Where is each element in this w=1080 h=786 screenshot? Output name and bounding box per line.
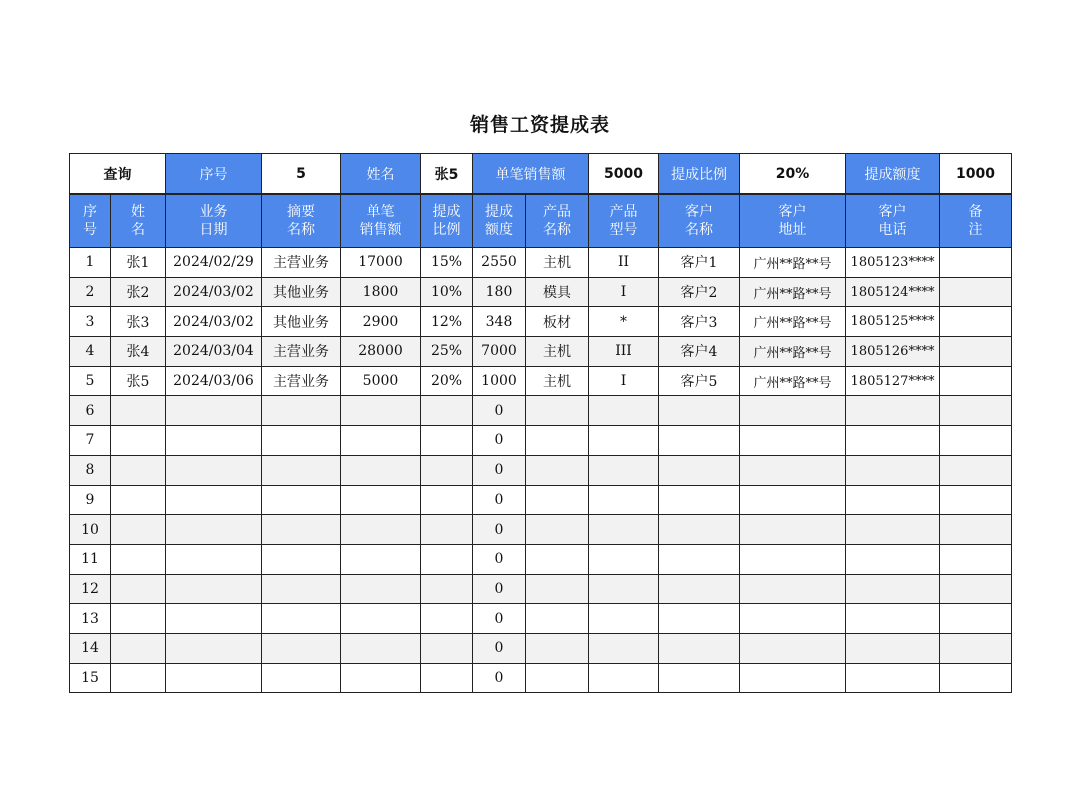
table-cell[interactable]: 1805123**** (846, 248, 940, 278)
table-cell[interactable] (111, 633, 166, 663)
table-cell[interactable]: 12 (70, 574, 111, 604)
table-row (70, 455, 1012, 485)
table-cell[interactable] (940, 485, 1012, 515)
table-cell[interactable] (166, 396, 262, 426)
table-cell[interactable]: 0 (473, 633, 526, 663)
table-row (70, 515, 1012, 545)
table-cell[interactable] (166, 604, 262, 634)
column-header-line: 销售额 (359, 222, 402, 238)
table-cell[interactable] (740, 633, 846, 663)
column-header (940, 194, 1012, 248)
table-cell[interactable] (262, 663, 341, 693)
table-row (70, 663, 1012, 693)
table-cell[interactable] (940, 633, 1012, 663)
table-cell[interactable]: * (589, 307, 659, 337)
table-cell[interactable] (166, 663, 262, 693)
table-cell[interactable]: 180 (473, 277, 526, 307)
column-header-line: 名 (131, 222, 145, 238)
table-row (70, 277, 1012, 307)
table-cell[interactable]: 14 (70, 633, 111, 663)
table-row (70, 307, 1012, 337)
table-cell[interactable] (846, 604, 940, 634)
table-cell[interactable] (846, 426, 940, 456)
table-cell[interactable]: 15 (70, 663, 111, 693)
table-cell[interactable] (421, 663, 473, 693)
table-cell[interactable] (111, 663, 166, 693)
table-cell[interactable]: 0 (473, 663, 526, 693)
table-cell[interactable] (740, 604, 846, 634)
table-cell[interactable]: 张2 (111, 277, 166, 307)
table-cell[interactable] (589, 485, 659, 515)
column-header (526, 194, 589, 248)
table-cell[interactable] (341, 426, 421, 456)
table-cell[interactable]: 张4 (111, 337, 166, 367)
table-cell[interactable] (111, 396, 166, 426)
table-cell[interactable]: 5 (70, 366, 111, 396)
table-cell[interactable] (659, 663, 740, 693)
table-cell[interactable] (940, 307, 1012, 337)
table-cell[interactable] (846, 455, 940, 485)
table-cell[interactable] (166, 455, 262, 485)
table-cell[interactable]: 7 (70, 426, 111, 456)
table-cell[interactable]: 1000 (473, 366, 526, 396)
table-cell[interactable]: 板材 (526, 307, 589, 337)
table-cell[interactable]: 0 (473, 574, 526, 604)
column-header-line: 客户 (778, 204, 807, 220)
table-cell[interactable]: I (589, 277, 659, 307)
table-cell[interactable] (940, 663, 1012, 693)
table-cell[interactable]: 2024/03/04 (166, 337, 262, 367)
sales-commission-table (69, 153, 1012, 693)
table-cell[interactable]: 主营业务 (262, 248, 341, 278)
table-cell[interactable]: 主营业务 (262, 337, 341, 367)
query-name-value[interactable]: 张5 (421, 154, 473, 195)
table-cell[interactable] (341, 455, 421, 485)
table-cell[interactable] (341, 396, 421, 426)
table-cell[interactable] (589, 663, 659, 693)
column-header-line: 单笔 (366, 204, 395, 220)
table-cell[interactable]: 0 (473, 485, 526, 515)
query-sale-label: 单笔销售额 (473, 154, 589, 195)
query-seq-value[interactable]: 5 (262, 154, 341, 195)
table-cell[interactable] (526, 485, 589, 515)
table-cell[interactable] (526, 544, 589, 574)
column-header-line: 地址 (778, 222, 807, 238)
table-cell[interactable] (940, 366, 1012, 396)
column-header-line: 客户 (685, 204, 713, 220)
table-cell[interactable] (940, 574, 1012, 604)
table-cell[interactable] (659, 633, 740, 663)
table-cell[interactable]: 主机 (526, 337, 589, 367)
table-cell[interactable]: 6 (70, 396, 111, 426)
table-cell[interactable]: 348 (473, 307, 526, 337)
table-cell[interactable]: 10 (70, 515, 111, 545)
table-cell[interactable]: 2024/03/02 (166, 277, 262, 307)
column-header (846, 194, 940, 248)
query-seq-label: 序号 (166, 154, 262, 195)
table-cell[interactable]: 8 (70, 455, 111, 485)
table-cell[interactable]: 0 (473, 426, 526, 456)
table-cell[interactable]: 客户2 (659, 277, 740, 307)
table-cell[interactable] (589, 633, 659, 663)
column-header-line: 型号 (609, 222, 638, 238)
table-cell[interactable] (262, 633, 341, 663)
column-header-line: 产品 (609, 204, 638, 220)
table-cell[interactable]: 1805124**** (846, 277, 940, 307)
table-cell[interactable] (341, 574, 421, 604)
table-cell[interactable] (262, 455, 341, 485)
table-cell[interactable] (166, 485, 262, 515)
table-row (70, 337, 1012, 367)
table-cell[interactable] (526, 426, 589, 456)
table-cell[interactable] (111, 604, 166, 634)
table-cell[interactable] (940, 455, 1012, 485)
table-cell[interactable] (659, 396, 740, 426)
column-header (589, 194, 659, 248)
column-header-line: 号 (83, 222, 97, 238)
column-header-line: 名称 (287, 222, 315, 238)
column-header-line: 产品 (543, 204, 571, 220)
table-cell[interactable] (421, 604, 473, 634)
table-cell[interactable] (111, 455, 166, 485)
column-header (659, 194, 740, 248)
table-cell[interactable] (940, 544, 1012, 574)
table-row (70, 574, 1012, 604)
table-cell[interactable] (341, 485, 421, 515)
table-cell[interactable]: 13 (70, 604, 111, 634)
table-cell[interactable] (846, 485, 940, 515)
column-header (473, 194, 526, 248)
column-header-row (70, 194, 1012, 248)
table-cell[interactable] (940, 396, 1012, 426)
table-cell[interactable] (262, 396, 341, 426)
table-cell[interactable] (526, 633, 589, 663)
table-cell[interactable]: 客户1 (659, 248, 740, 278)
column-header-line: 备 (968, 204, 983, 220)
table-cell[interactable] (740, 574, 846, 604)
table-cell[interactable]: 0 (473, 396, 526, 426)
table-cell[interactable]: 5000 (341, 366, 421, 396)
table-cell[interactable] (526, 663, 589, 693)
table-cell[interactable]: 0 (473, 544, 526, 574)
table-cell[interactable] (589, 604, 659, 634)
column-header-line: 额度 (485, 222, 513, 238)
table-cell[interactable]: 模具 (526, 277, 589, 307)
table-cell[interactable] (740, 515, 846, 545)
table-cell[interactable]: 0 (473, 604, 526, 634)
table-cell[interactable]: 广州**路**号 (740, 307, 846, 337)
table-cell[interactable]: 主营业务 (262, 366, 341, 396)
table-cell[interactable] (589, 515, 659, 545)
table-cell[interactable]: 17000 (341, 248, 421, 278)
table-cell[interactable] (262, 604, 341, 634)
table-cell[interactable] (341, 633, 421, 663)
table-cell[interactable] (166, 426, 262, 456)
table-cell[interactable] (846, 515, 940, 545)
table-cell[interactable]: 其他业务 (262, 277, 341, 307)
table-cell[interactable]: 广州**路**号 (740, 277, 846, 307)
table-cell[interactable]: 0 (473, 455, 526, 485)
table-cell[interactable] (166, 574, 262, 604)
table-cell[interactable] (659, 604, 740, 634)
table-cell[interactable] (262, 574, 341, 604)
table-cell[interactable] (740, 455, 846, 485)
table-cell[interactable]: II (589, 248, 659, 278)
column-header-line: 日期 (199, 222, 228, 238)
table-cell[interactable] (341, 663, 421, 693)
table-cell[interactable] (341, 604, 421, 634)
table-cell[interactable]: 客户3 (659, 307, 740, 337)
column-header (421, 194, 473, 248)
table-cell[interactable] (421, 544, 473, 574)
table-cell[interactable]: 25% (421, 337, 473, 367)
query-row (70, 154, 1012, 195)
table-cell[interactable] (262, 515, 341, 545)
table-cell[interactable] (166, 633, 262, 663)
table-row (70, 396, 1012, 426)
column-header-line: 提成 (432, 204, 461, 220)
table-cell[interactable]: 28000 (341, 337, 421, 367)
table-cell[interactable] (526, 455, 589, 485)
table-cell[interactable] (940, 277, 1012, 307)
table-cell[interactable] (846, 396, 940, 426)
table-cell[interactable]: 客户4 (659, 337, 740, 367)
column-header-line: 比例 (432, 222, 461, 238)
table-cell[interactable] (166, 515, 262, 545)
table-cell[interactable]: 张1 (111, 248, 166, 278)
table-cell[interactable] (940, 337, 1012, 367)
table-cell[interactable] (526, 396, 589, 426)
table-cell[interactable] (740, 663, 846, 693)
table-cell[interactable]: 客户5 (659, 366, 740, 396)
table-cell[interactable] (740, 396, 846, 426)
table-cell[interactable]: 0 (473, 515, 526, 545)
table-cell[interactable] (940, 515, 1012, 545)
table-cell[interactable] (111, 544, 166, 574)
column-header (166, 194, 262, 248)
table-cell[interactable]: 张3 (111, 307, 166, 337)
table-cell[interactable] (589, 455, 659, 485)
query-name-label: 姓名 (341, 154, 421, 195)
table-row (70, 426, 1012, 456)
table-cell[interactable]: 2550 (473, 248, 526, 278)
table-cell[interactable]: 10% (421, 277, 473, 307)
table-cell[interactable] (111, 485, 166, 515)
table-cell[interactable] (659, 426, 740, 456)
column-header-line: 业务 (199, 204, 228, 220)
table-cell[interactable] (659, 455, 740, 485)
table-cell[interactable]: 广州**路**号 (740, 337, 846, 367)
column-header-line: 摘要 (287, 204, 315, 220)
table-cell[interactable]: 2024/03/02 (166, 307, 262, 337)
table-cell[interactable] (940, 426, 1012, 456)
table-cell[interactable]: 7000 (473, 337, 526, 367)
table-cell[interactable]: 广州**路**号 (740, 366, 846, 396)
table-cell[interactable]: 1805125**** (846, 307, 940, 337)
table-row (70, 544, 1012, 574)
table-cell[interactable] (262, 485, 341, 515)
table-cell[interactable] (589, 574, 659, 604)
table-row (70, 604, 1012, 634)
table-cell[interactable] (740, 426, 846, 456)
table-cell[interactable]: 12% (421, 307, 473, 337)
query-rate-label: 提成比例 (659, 154, 740, 195)
column-header-line: 客户 (878, 204, 907, 220)
table-cell[interactable] (341, 515, 421, 545)
table-cell[interactable]: 9 (70, 485, 111, 515)
table-cell[interactable] (262, 544, 341, 574)
table-cell[interactable]: 其他业务 (262, 307, 341, 337)
table-row (70, 633, 1012, 663)
column-header-line: 名称 (543, 222, 571, 238)
table-cell[interactable] (659, 485, 740, 515)
column-header (111, 194, 166, 248)
table-cell[interactable]: 3 (70, 307, 111, 337)
table-cell[interactable]: 4 (70, 337, 111, 367)
table-cell[interactable] (940, 604, 1012, 634)
table-cell[interactable]: 1800 (341, 277, 421, 307)
table-cell[interactable] (421, 574, 473, 604)
column-header-line: 名称 (685, 222, 713, 238)
table-cell[interactable]: 11 (70, 544, 111, 574)
table-cell[interactable] (526, 574, 589, 604)
table-cell[interactable]: 广州**路**号 (740, 248, 846, 278)
table-row (70, 248, 1012, 278)
table-cell[interactable]: 主机 (526, 366, 589, 396)
column-header (341, 194, 421, 248)
table-cell[interactable] (341, 544, 421, 574)
table-cell[interactable] (421, 633, 473, 663)
table-cell[interactable]: 2024/02/29 (166, 248, 262, 278)
table-cell[interactable]: 20% (421, 366, 473, 396)
table-cell[interactable]: 2 (70, 277, 111, 307)
table-cell[interactable]: 1805127**** (846, 366, 940, 396)
table-cell[interactable]: 张5 (111, 366, 166, 396)
query-sale-value[interactable]: 5000 (589, 154, 659, 195)
sheet-title: 销售工资提成表 (469, 114, 610, 136)
query-rate-value[interactable]: 20% (740, 154, 846, 195)
table-cell[interactable] (421, 485, 473, 515)
table-cell[interactable] (589, 544, 659, 574)
table-cell[interactable]: 主机 (526, 248, 589, 278)
query-amount-value[interactable]: 1000 (940, 154, 1012, 195)
table-cell[interactable]: 1805126**** (846, 337, 940, 367)
table-cell[interactable] (111, 574, 166, 604)
table-row (70, 485, 1012, 515)
table-cell[interactable] (659, 544, 740, 574)
table-cell[interactable] (846, 663, 940, 693)
query-label: 查询 (70, 154, 166, 195)
column-header-line: 序 (83, 204, 97, 220)
table-cell[interactable] (421, 515, 473, 545)
table-cell[interactable] (589, 426, 659, 456)
table-cell[interactable] (421, 426, 473, 456)
query-amount-label: 提成额度 (846, 154, 940, 195)
table-cell[interactable]: 15% (421, 248, 473, 278)
table-cell[interactable] (421, 396, 473, 426)
table-cell[interactable] (740, 544, 846, 574)
table-cell[interactable]: 2024/03/06 (166, 366, 262, 396)
table-cell[interactable]: 2900 (341, 307, 421, 337)
column-header-line: 提成 (485, 204, 513, 220)
table-cell[interactable] (526, 604, 589, 634)
table-cell[interactable] (846, 633, 940, 663)
table-cell[interactable] (262, 426, 341, 456)
column-header-line: 姓 (131, 204, 145, 220)
table-cell[interactable] (659, 515, 740, 545)
column-header (70, 194, 111, 248)
column-header-line: 电话 (878, 222, 907, 238)
table-cell[interactable]: I (589, 366, 659, 396)
table-cell[interactable] (659, 574, 740, 604)
table-cell[interactable]: III (589, 337, 659, 367)
table-cell[interactable] (526, 515, 589, 545)
column-header (262, 194, 341, 248)
table-cell[interactable] (940, 248, 1012, 278)
table-cell[interactable] (846, 574, 940, 604)
table-row (70, 366, 1012, 396)
table-cell[interactable] (740, 485, 846, 515)
table-cell[interactable] (111, 426, 166, 456)
table-cell[interactable] (589, 396, 659, 426)
column-header (740, 194, 846, 248)
table-cell[interactable] (166, 544, 262, 574)
column-header-line: 注 (968, 222, 983, 238)
table-cell[interactable] (846, 544, 940, 574)
table-cell[interactable] (111, 515, 166, 545)
table-cell[interactable] (421, 455, 473, 485)
table-cell[interactable]: 1 (70, 248, 111, 278)
